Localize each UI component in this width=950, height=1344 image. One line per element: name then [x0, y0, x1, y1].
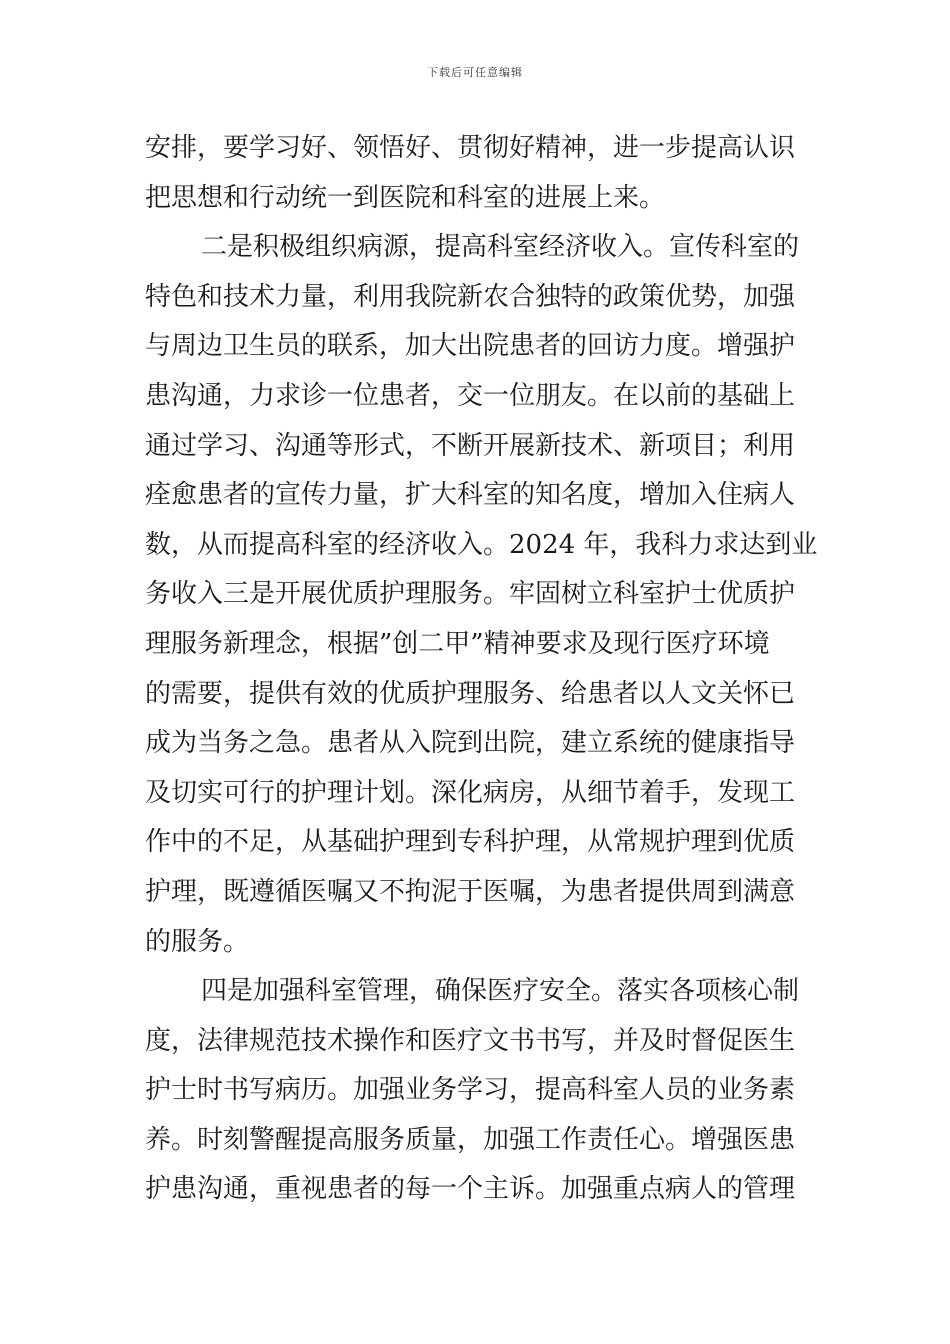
text-line: 与周边卫生员的联系，加大出院患者的回访力度。增强护 [145, 331, 796, 362]
text-line: 度，法律规范技术操作和医疗文书书写，并及时督促医生 [145, 1025, 796, 1056]
text-line: 理服务新理念，根据”创二甲”精神要求及现行医疗环境 [145, 628, 770, 659]
text-line: 安排，要学习好、领悟好、贯彻好精神，进一步提高认识 [145, 133, 796, 163]
text-line: 务收入三是开展优质护理服务。牢固树立科室护士优质护 [145, 579, 796, 610]
text-line: 的需要，提供有效的优质护理服务、给患者以人文关怀已 [145, 678, 796, 709]
page-header: 下载后可任意编辑 [427, 66, 523, 79]
document-body [145, 124, 818, 1215]
text-line: 患沟通，力求诊一位患者，交一位朋友。在以前的基础上 [145, 380, 796, 411]
text-line: 护士时书写病历。加强业务学习，提高科室人员的业务素 [145, 1075, 796, 1106]
text-line: 二是积极组织病源，提高科室经济收入。宣传科室的 [201, 232, 800, 263]
text-line: 护理，既遵循医嘱又不拘泥于医嘱，为患者提供周到满意 [145, 876, 796, 907]
text-line: 的服务。 [145, 926, 250, 957]
text-line: 成为当务之急。患者从入院到出院，建立系统的健康指导 [145, 728, 796, 759]
text-line: 特色和技术力量，利用我院新农合独特的政策优势，加强 [145, 281, 796, 312]
text-line: 痊愈患者的宣传力量，扩大科室的知名度，增加入住病人 [145, 480, 796, 511]
text-line: 护患沟通，重视患者的每一个主诉。加强重点病人的管理 [145, 1174, 796, 1205]
text-line: 把思想和行动统一到医院和科室的进展上来。 [145, 182, 666, 213]
text-line: 四是加强科室管理，确保医疗安全。落实各项核心制 [201, 976, 800, 1007]
text-line: 通过学习、沟通等形式，不断开展新技术、新项目；利用 [145, 430, 796, 461]
text-line: 数，从而提高科室的经济收入。2024 年，我科力求达到业 [145, 529, 818, 560]
text-line: 及切实可行的护理计划。深化病房，从细节着手，发现工 [145, 777, 796, 808]
paragraph-1 [145, 124, 810, 223]
text-line: 养。时刻警醒提高服务质量，加强工作责任心。增强医患 [145, 1124, 796, 1155]
paragraph-3 [145, 967, 810, 1215]
text-line: 作中的不足，从基础护理到专科护理，从常规护理到优质 [145, 827, 796, 858]
paragraph-2 [145, 223, 818, 967]
